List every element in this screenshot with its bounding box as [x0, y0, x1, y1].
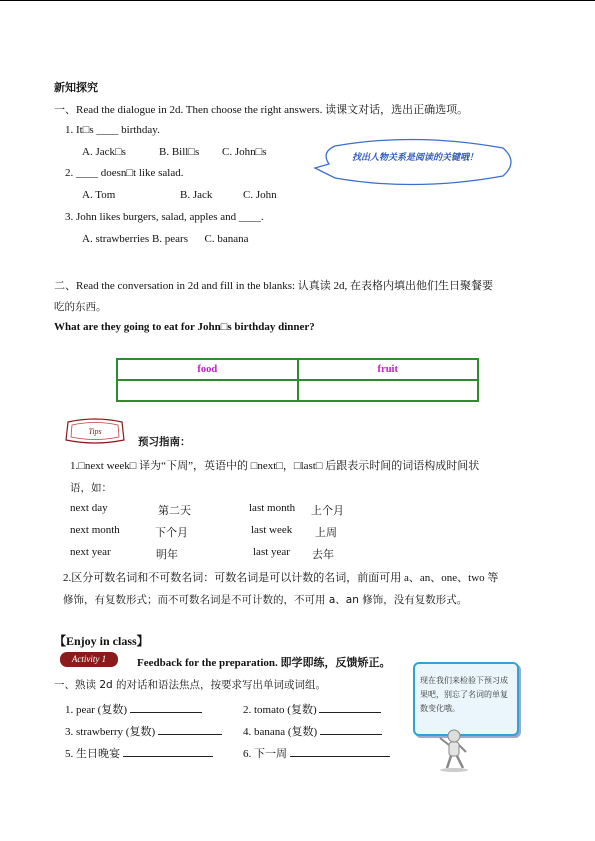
tips-row-2-col1: next month [70, 524, 120, 536]
part2-instruction-line2: 吃的东西。 [54, 301, 107, 313]
tips-row-1-col1: next day [70, 502, 108, 514]
question-3: 3. John likes burgers, salad, apples and ____. [65, 211, 264, 223]
tips-row-1-col4: 上个月 [311, 505, 344, 517]
tips-row-2-col3: last week [251, 524, 293, 536]
answer-blank-5[interactable] [123, 746, 213, 757]
section-heading: 新知探究 [54, 81, 98, 94]
answer-table [116, 358, 479, 402]
enjoy-heading: 【Enjoy in class】 [54, 634, 149, 648]
table-header-fruit: fruit [298, 359, 479, 380]
exercise-instruction: 一、熟读 2d 的对话和语法焦点，按要求写出单词或词组。 [54, 679, 327, 691]
tips-row-1-col3: last month [249, 502, 296, 514]
tips-row-3-col3: last year [253, 546, 290, 558]
tips-paragraph-1-line1: 1.□next week□ 译为“下周”，英语中的 □next□，□last□ 后跟表示时间的词语构成时间状 [70, 460, 480, 472]
question-2: 2. ____ doesn□t like salad. [65, 167, 184, 179]
exercise-item-2 [243, 701, 381, 717]
tips-row-1-col2: 第二天 [158, 505, 191, 517]
exercise-item-1 [65, 701, 202, 717]
activity-badge: Activity 1 [60, 652, 118, 667]
tips-row-3-col2: 明年 [156, 549, 178, 561]
question-1: 1. It□s ____ birthday. [65, 124, 160, 136]
q1-option-c[interactable]: C. John□s [222, 146, 267, 158]
exercise-item-2-label: 2. tomato (复数) [243, 704, 317, 716]
exercise-item-5 [65, 745, 213, 761]
exercise-item-4 [243, 723, 382, 739]
figure-icon [436, 728, 472, 772]
exercise-item-3 [65, 723, 222, 739]
answer-blank-6[interactable] [290, 746, 390, 757]
q2-option-c[interactable]: C. John [243, 189, 277, 201]
exercise-item-5-label: 5. 生日晚宴 [65, 748, 120, 760]
tips-row-2-col2: 下个月 [155, 527, 188, 539]
tips-row-3-col4: 去年 [312, 549, 334, 561]
q2-option-b[interactable]: B. Jack [180, 189, 213, 201]
answer-blank-2[interactable] [319, 702, 381, 713]
tips-row-3-col1: next year [70, 546, 111, 558]
top-rule [0, 0, 595, 1]
part2-instruction-line1: 二、Read the conversation in 2d and fill in the blanks: 认真读 2d, 在表格内填出他们生日聚餐要 [54, 280, 494, 292]
q1-option-a[interactable]: A. Jack□s [82, 146, 126, 158]
exercise-item-4-label: 4. banana (复数) [243, 726, 318, 738]
tips-paragraph-2-line2: 修饰，有复数形式；而不可数名词是不可计数的，不可用 a、an 修饰，没有复数形式。 [63, 594, 468, 606]
tips-paragraph-1-line2: 语，如： [70, 482, 112, 494]
part2-question: What are they going to eat for John□s birthday dinner? [54, 321, 315, 333]
answer-blank-1[interactable] [130, 702, 202, 713]
bubble-text: 找出人物关系是阅读的关键哦！ [352, 152, 479, 162]
food-answer-cell[interactable] [117, 380, 298, 401]
feedback-title: Feedback for the preparation. 即学即练，反馈矫正。 [137, 657, 391, 669]
tips-title: 预习指南： [138, 436, 191, 448]
tips-icon [64, 418, 126, 444]
q2-option-a[interactable]: A. Tom [82, 189, 116, 201]
q1-option-b[interactable]: B. Bill□s [159, 146, 200, 158]
table-header-food: food [117, 359, 298, 380]
fruit-answer-cell[interactable] [298, 380, 479, 401]
answer-blank-4[interactable] [320, 724, 382, 735]
q3-options: A. strawberries B. pears C. banana [82, 233, 249, 245]
tips-icon-label: Tips [88, 427, 102, 436]
tips-paragraph-2-line1: 2.区分可数名词和不可数名词：可数名词是可以计数的名词，前面可用 a、an、one、two 等 [63, 572, 499, 584]
tips-row-2-col4: 上周 [315, 527, 337, 539]
exercise-item-6-label: 6. 下一周 [243, 748, 287, 760]
exercise-item-6 [243, 745, 390, 761]
answer-blank-3[interactable] [158, 724, 222, 735]
exercise-item-3-label: 3. strawberry (复数) [65, 726, 156, 738]
note-text: 现在我们来检验下预习成果吧，别忘了名词的单复数变化哦。 [420, 676, 508, 713]
exercise-item-1-label: 1. pear (复数) [65, 704, 128, 716]
part1-instruction: 一、Read the dialogue in 2d. Then choose the right answers. 读课文对话，选出正确选项。 [54, 104, 469, 116]
